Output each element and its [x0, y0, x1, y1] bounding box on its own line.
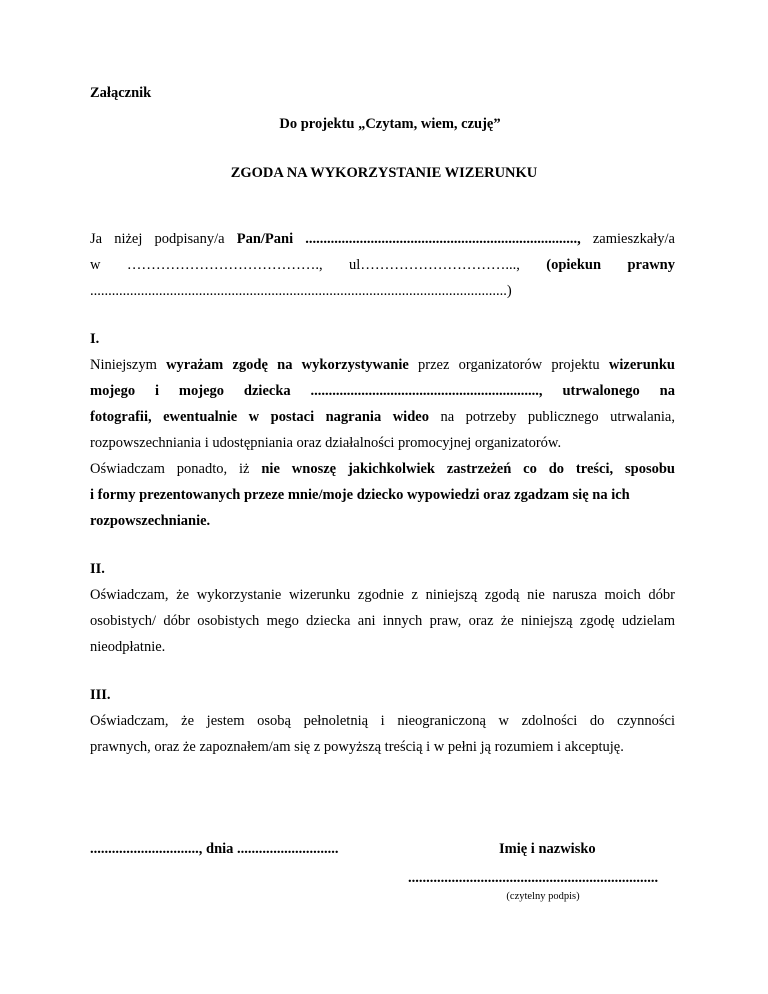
section-1-line	[90, 508, 675, 534]
project-name: Do projektu „Czytam, wiem, czuję”	[279, 116, 501, 132]
intro-line-1	[90, 226, 675, 252]
intro-text: zamieszkały/a	[580, 231, 675, 247]
document-title: ZGODA NA WYKORZYSTANIE WIZERUNKU	[230, 165, 538, 181]
intro-line-3	[90, 278, 675, 304]
section-2-line: Oświadczam, że wykorzystanie wizerunku zgodnie z niniejszą zgodą nie narusza moich dóbr	[90, 587, 675, 603]
section-1-line	[90, 352, 675, 378]
section-1-bold: rozpowszechnianie.	[90, 513, 211, 529]
intro-address-field: w …………………………………., ul…………………………...,	[90, 257, 547, 273]
section-1-bold: nie wnoszę jakichkolwiek zastrzeżeń co do treści, sposobu	[261, 461, 675, 477]
section-1-line	[90, 378, 675, 404]
section-1-text: przez organizatorów projektu	[408, 357, 609, 373]
document-body	[90, 226, 675, 760]
intro-paragraph	[90, 226, 675, 304]
intro-guardian-label: (opiekun prawny	[546, 257, 675, 273]
section-1-line	[90, 430, 675, 456]
section-1-bold: i formy prezentowanych przeze mnie/moje dziecko wypowiedzi oraz zgadzam się na ich	[90, 487, 630, 503]
section-2-line: osobistych/ dóbr osobistych mego dziecka ani innych praw, oraz że niniejszą zgodę udzielam	[90, 613, 675, 629]
section-1-line	[90, 482, 675, 508]
section-2-number: II.	[90, 561, 105, 577]
intro-line-2	[90, 252, 675, 278]
section-1-paragraph	[90, 352, 675, 534]
intro-guardian-field: ...................................................................................................................)	[90, 283, 512, 299]
section-2-paragraph	[90, 582, 675, 660]
date-place-field: .............................., dnia ............................	[90, 841, 339, 857]
section-1-text: Oświadczam ponadto, iż	[90, 461, 262, 477]
section-1-text: rozpowszechniania i udostępniania oraz działalności promocyjnej organizatorów.	[90, 435, 562, 451]
section-1-text: Niniejszym	[90, 357, 167, 373]
section-2-line: nieodpłatnie.	[90, 639, 166, 655]
section-3-number: III.	[90, 687, 111, 703]
section-1-number: I.	[90, 331, 100, 347]
name-label: Imię i nazwisko	[499, 841, 596, 857]
section-1-line	[90, 456, 675, 482]
section-1-bold: mojego i mojego dziecka ..............................................................., utrwalonego na	[90, 383, 675, 399]
signature-line: .....................................................................	[408, 870, 659, 886]
section-1-bold: wyrażam zgodę na wykorzystywanie	[166, 357, 409, 373]
attachment-label: Załącznik	[90, 85, 152, 101]
section-1-line	[90, 404, 675, 430]
section-3-paragraph	[90, 708, 675, 760]
section-1-bold: wizerunku	[608, 357, 675, 373]
signature-caption: (czytelny podpis)	[506, 891, 580, 902]
intro-name-field: Pan/Pani ...........................................................................,	[236, 231, 581, 247]
section-3-line: Oświadczam, że jestem osobą pełnoletnią i nieograniczoną w zdolności do czynności	[90, 713, 675, 729]
section-3-line: prawnych, oraz że zapoznałem/am się z powyższą treścią i w pełni ją rozumiem i akceptuję.	[90, 739, 624, 755]
intro-text: Ja niżej podpisany/a	[90, 231, 237, 247]
section-1-text: na potrzeby publicznego utrwalania,	[428, 409, 675, 425]
section-1-bold: fotografii, ewentualnie w postaci nagrania wideo	[90, 409, 429, 425]
